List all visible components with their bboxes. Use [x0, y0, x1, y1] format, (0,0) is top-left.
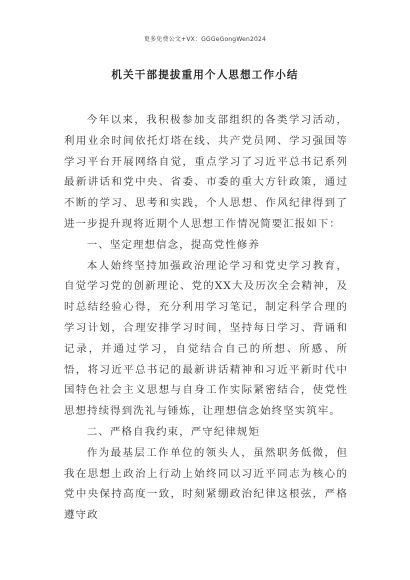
document-title: 机关干部提拔重用个人思想工作小结 [111, 69, 299, 81]
section-heading-1: 一、坚定理想信念，提高党性修养 [86, 238, 260, 251]
intro-paragraph: 今年以来，我积极参加支部组织的各类学习活动，利用业余时间依托灯塔在线、共产党员网、学习强国等学习平台开展网络自觉，重点学习了习近平总书记系列最新讲话和党中央、省委、市委的重大方针政策，通过不断的学习、思考和实践，个人思想、作风纪律得到了进一步提升现将近期个人思想工作情况简要汇报如下： [64, 114, 348, 230]
document-body [64, 110, 348, 526]
section-heading-2: 二、严格自我约束，严守纪律规矩 [86, 425, 260, 438]
header-note: 更多免费公文+VX：GGGeGongWen2024 [143, 36, 267, 43]
section-2-paragraph: 作为最基层工作单位的领头人，虽然职务低微，但我在思想上政治上行动上始终同以习近平同志为核心的党中央保持高度一致，时刻紧绷政治纪律这根弦，严格遵守政 [64, 446, 348, 522]
section-1-paragraph: 本人始终坚持加强政治理论学习和党史学习教育，自觉学习党的创新理论、党的XX大及历次全会精神，及时总结经验心得，充分利用学习笔记，制定科学合理的学习计划，合理安排学习时间，坚持每日学习、背诵和记录，并通过学习，自觉结合自己的所想、所感、所悟，将习近平总书记的最新讲话精神和习近平新时代中国特色社会主义思想与自身工作实际紧密结合，使党性思想持续得到洗礼与锤炼，让理想信念始终坚实筑牢。 [64, 259, 348, 418]
